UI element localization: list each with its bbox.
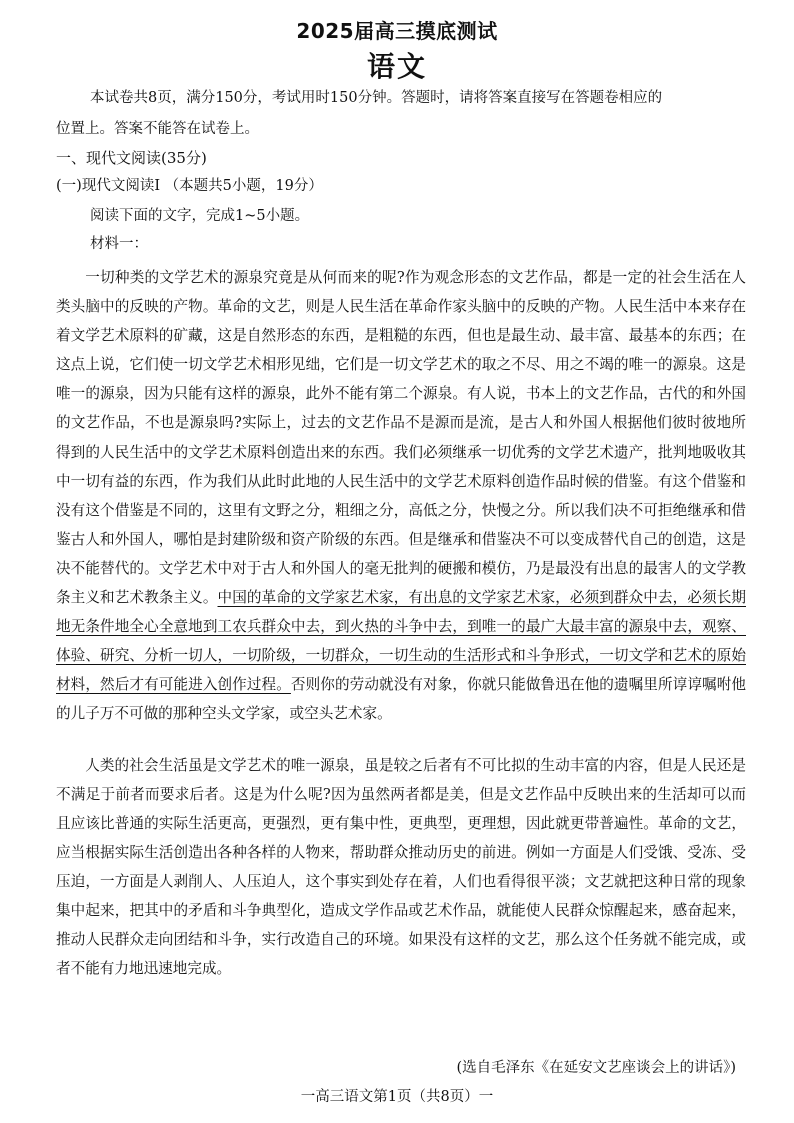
material-label: 材料一： [90, 236, 148, 252]
passage-body [56, 263, 746, 983]
exam-title: 2025届高三摸底测试 [296, 19, 498, 43]
passage-paragraph-1 [56, 263, 746, 729]
instructions-line-2: 位置上。答案不能答在试卷上。 [56, 121, 259, 137]
instructions-line-1: 本试卷共8页，满分150分，考试用时150分钟。答题时，请将答案直接写在答题卷相应的 [90, 90, 663, 106]
passage-text: 否则你的劳动就没有对象，你就只能做鲁迅在他的遗嘱里所谆谆嘱咐他的儿子万不可做的那种空头文学家，或空头艺术家。 [56, 676, 746, 723]
section-heading: 一、现代文阅读(35分) [56, 149, 207, 167]
source-citation: (选自毛泽东《在延安文艺座谈会上的讲话》) [456, 1060, 736, 1076]
passage-paragraph-2: 人类的社会生活虽是文学艺术的唯一源泉，虽是较之后者有不可比拟的生动丰富的内容，但是人民还是不满足于前者而要求后者。这是为什么呢?因为虽然两者都是美，但是文艺作品中反映出来的生活却可以而且应该比普通的实际生活更高，更强烈，更有集中性，更典型，更理想，因此就更带普遍性。革命的文艺，应当根据实际生活创造出各种各样的人物来，帮助群众推动历史的前进。例如一方面是人们受饿、受冻、受压迫，一方面是人剥削人、人压迫人，这个事实到处存在着，人们也看得很平淡；文艺就把这种日常的现象集中起来，把其中的矛盾和斗争典型化，造成文学作品或艺术作品，就能使人民群众惊醒起来，感奋起来，推动人民群众走向团结和斗争，实行改造自己的环境。如果没有这样的文艺，那么这个任务就不能完成，或者不能有力地迅速地完成。 [56, 756, 746, 978]
subject-title: 语文 [366, 50, 427, 83]
page-footer: 一高三语文第1页（共8页）一 [300, 1089, 494, 1105]
underlined-passage-text: 中国的革命的文学家艺术家，有出息的文学家艺术家，必须到群众中去，必须长期地无条件地全心全意地到工农兵群众中去，到火热的斗争中去，到唯一的最广大最丰富的源泉中去，观察、体验、研究、分析一切人，一切阶级，一切群众，一切生动的生活形式和斗争形式，一切文学和艺术的原始材料，然后才有可能进入创作过程。 [56, 589, 746, 694]
reading-prompt: 阅读下面的文字，完成1~5小题。 [90, 208, 310, 224]
passage-text: 一切种类的文学艺术的源泉究竟是从何而来的呢?作为观念形态的文艺作品，都是一定的社会生活在人类头脑中的反映的产物。革命的文艺，则是人民生活在革命作家头脑中的反映的产物。人民生活中本来存在着文学艺术原料的矿藏，这是自然形态的东西，是粗糙的东西，但也是最生动、最丰富、最基本的东西；在这点上说，它们使一切文学艺术相形见绌，它们是一切文学艺术的取之不尽、用之不竭的唯一的源泉。这是唯一的源泉，因为只能有这样的源泉，此外不能有第二个源泉。有人说，书本上的文艺作品，古代的和外国的文艺作品，不也是源泉吗?实际上，过去的文艺作品不是源而是流，是古人和外国人根据他们彼时彼地所得到的人民生活中的文学艺术原料创造出来的东西。我们必须继承一切优秀的文学艺术遗产，批判地吸收其中一切有益的东西，作为我们从此时此地的人民生活中的文学艺术原料创造作品时候的借鉴。有这个借鉴和没有这个借鉴是不同的，这里有文野之分，粗细之分，高低之分，快慢之分。所以我们决不可拒绝继承和借鉴古人和外国人，哪怕是封建阶级和资产阶级的东西。但是继承和借鉴决不可以变成替代自己的创造，这是决不能替代的。文学艺术中对于古人和外国人的毫无批判的硬搬和模仿，乃是最没有出息的最害人的文学教条主义和艺术教条主义。 [56, 269, 746, 607]
subsection-heading: (一)现代文阅读I （本题共5小题，19分） [56, 178, 323, 194]
